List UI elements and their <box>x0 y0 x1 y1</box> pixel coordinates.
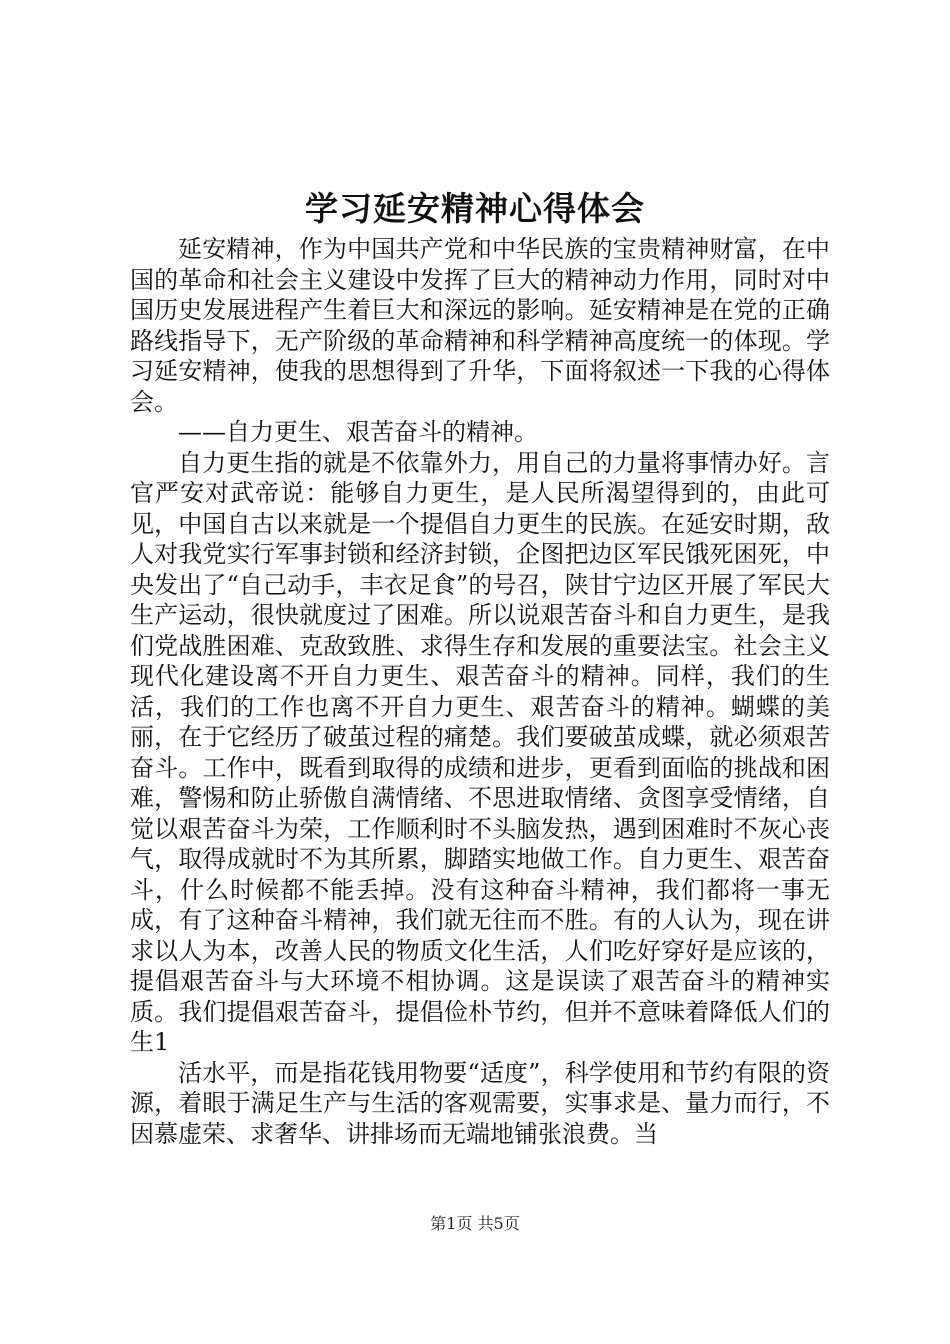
page-number-footer: 第1页 共5页 <box>430 1214 520 1233</box>
paragraph-intro: 延安精神，作为中国共产党和中华民族的宝贵精神财富，在中国的革命和社会主义建设中发挥了巨大的精神动力作用，同时对中国历史发展进程产生着巨大和深远的影响。延安精神是在党的正确路线指导下，无产阶级的革命精神和科学精神高度统一的体现。学习延安精神，使我的思想得到了升华，下面将叙述一下我的心得体会。 <box>130 235 830 416</box>
paragraph-continuation: 活水平，而是指花钱用物要“适度”，科学使用和节约有限的资源，着眼于满足生产与生活的客观需要，实事求是、量力而行，不因慕虚荣、求奢华、讲排场而无端地铺张浪费。当 <box>130 1058 830 1148</box>
paragraph-self-reliance: 自力更生指的就是不依靠外力，用自己的力量将事情办好。言官严安对武帝说：能够自力更生，是人民所渴望得到的，由此可见，中国自古以来就是一个提倡自力更生的民族。在延安时期，敌人对我党实行军事封锁和经济封锁，企图把边区军民饿死困死，中央发出了“自己动手，丰衣足食”的号召，陕甘宁边区开展了军民大生产运动，很快就度过了困难。所以说艰苦奋斗和自力更生，是我们党战胜困难、克敌致胜、求得生存和发展的重要法宝。社会主义现代化建设离不开自力更生、艰苦奋斗的精神。同样，我们的生活，我们的工作也离不开自力更生、艰苦奋斗的精神。蝴蝶的美丽，在于它经历了破茧过程的痛楚。我们要破茧成蝶，就必须艰苦奋斗。工作中，既看到取得的成绩和进步，更看到面临的挑战和困难，警惕和防止骄傲自满情绪、不思进取情绪、贪图享受情绪，自觉以艰苦奋斗为荣，工作顺利时不头脑发热，遇到困难时不灰心丧气，取得成就时不为其所累，脚踏实地做工作。自力更生、艰苦奋斗，什么时候都不能丢掉。没有这种奋斗精神，我们都将一事无成，有了这种奋斗精神，我们就无往而不胜。有的人认为，现在讲求以人为本，改善人民的物质文化生活，人们吃好穿好是应该的，提倡艰苦奋斗与大环境不相协调。这是误读了艰苦奋斗的精神实质。我们提倡艰苦奋斗，提倡俭朴节约，但并不意味着降低人们的生1 <box>130 448 830 1056</box>
document-body <box>130 234 830 1149</box>
paragraph-section-heading: ——自力更生、艰苦奋斗的精神。 <box>178 418 538 446</box>
document-title: 学习延安精神心得体会 <box>305 189 645 228</box>
